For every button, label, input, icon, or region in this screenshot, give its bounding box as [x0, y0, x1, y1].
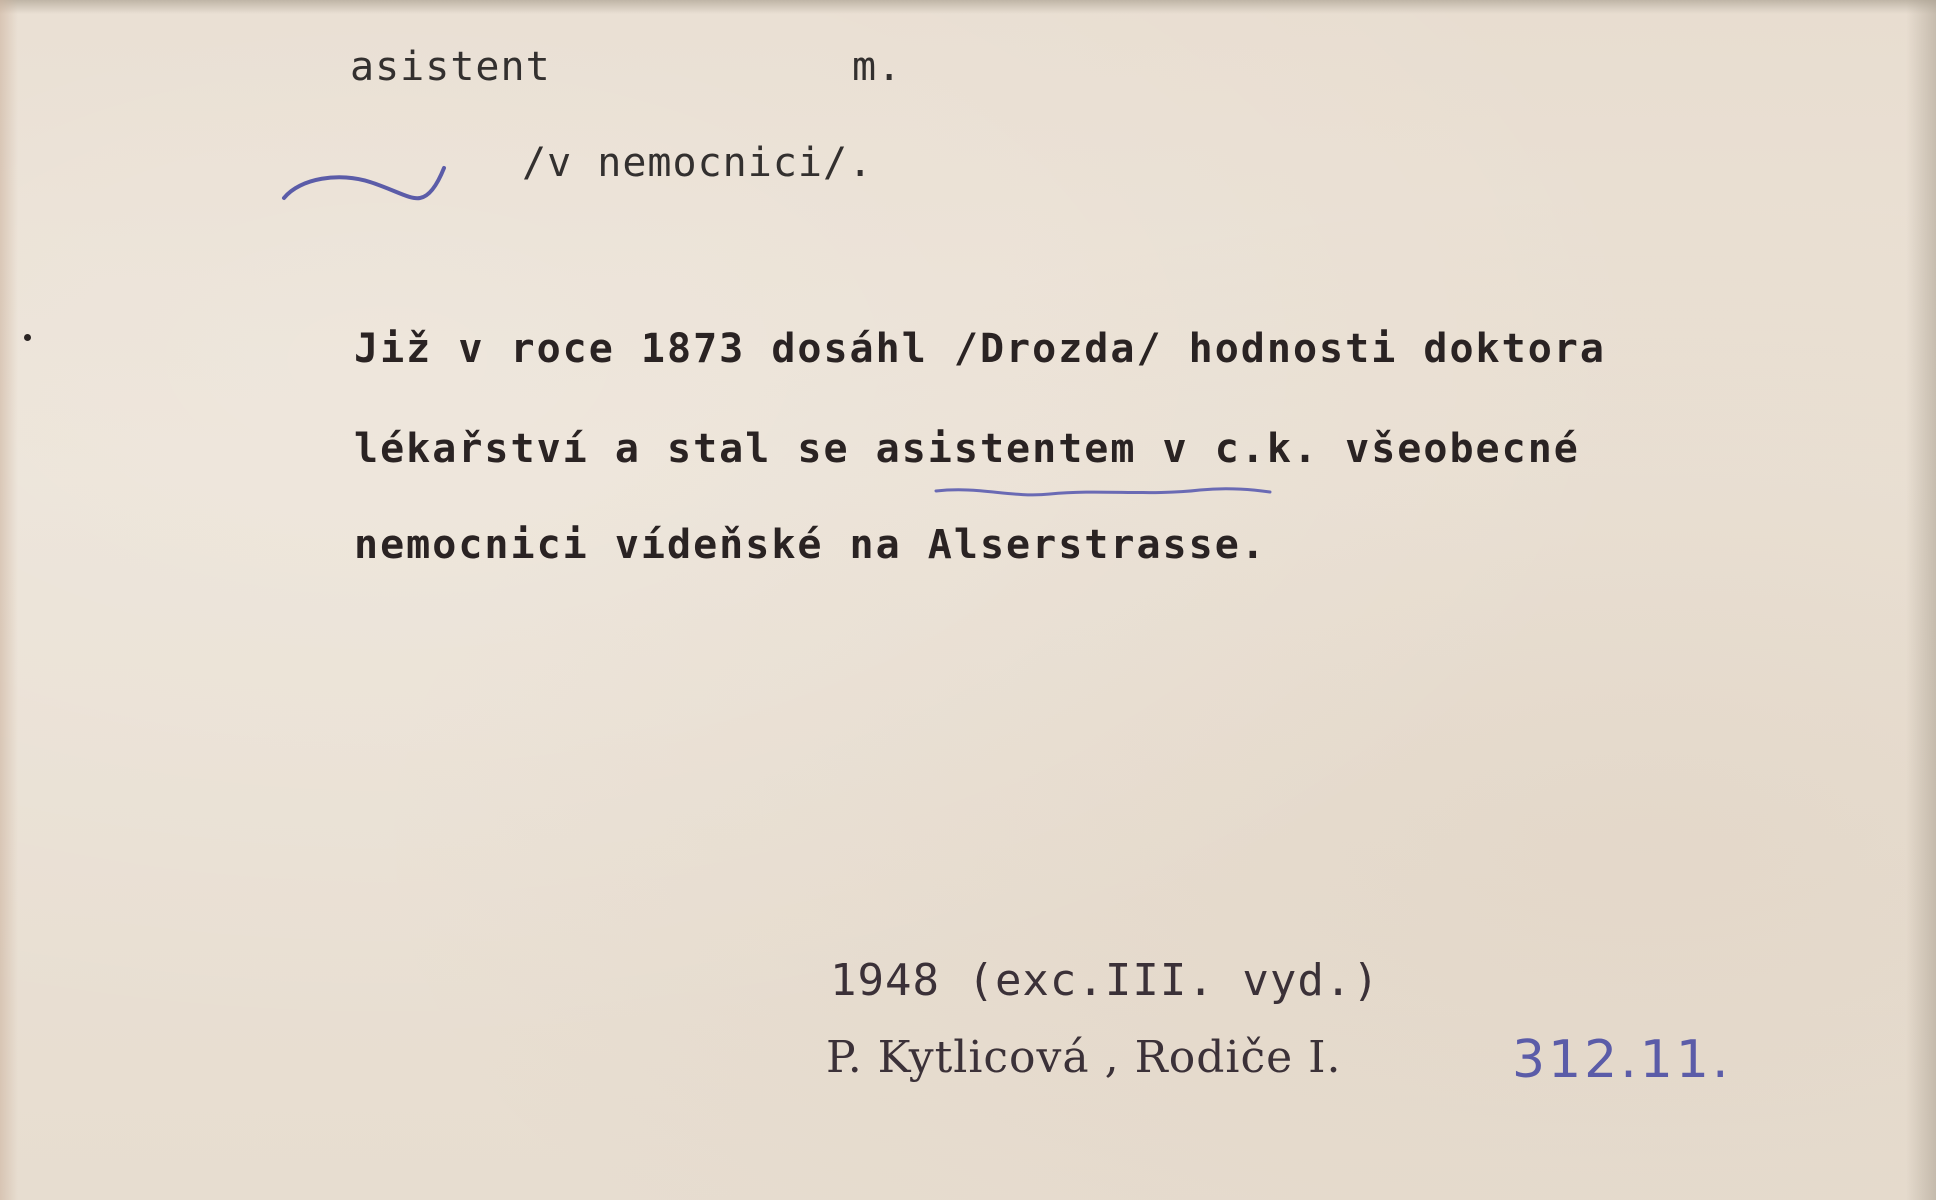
- underline-mark: [936, 489, 1270, 495]
- tilde-mark: [284, 168, 444, 198]
- headword: asistent: [350, 44, 551, 90]
- source-line-1: 1948 (exc.III. vyd.): [830, 955, 1380, 1006]
- quote-line-1: Již v roce 1873 dosáhl /Drozda/ hodnosti doktora: [354, 326, 1606, 372]
- qualifier: /v nemocnici/.: [522, 140, 874, 186]
- source-line-2: P. Kytlicová , Rodiče I.: [826, 1032, 1342, 1083]
- quote-line-3: nemocnici vídeňské na Alserstrasse.: [354, 522, 1267, 568]
- gender-label: m.: [852, 44, 903, 90]
- quote-line-2: lékařství a stal se asistentem v c.k. všeobecné: [354, 426, 1580, 472]
- handwritten-reference: 312.11.: [1512, 1030, 1732, 1090]
